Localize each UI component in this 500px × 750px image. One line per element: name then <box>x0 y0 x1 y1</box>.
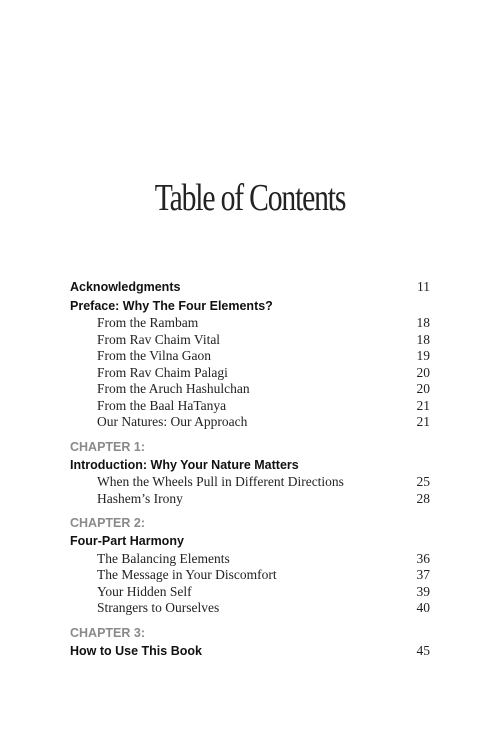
page-number: 25 <box>416 474 430 489</box>
entry-label: From Rav Chaim Vital <box>97 331 221 347</box>
page-number: 19 <box>416 348 430 363</box>
entry-label: From the Rambam <box>97 315 199 330</box>
chapter-number: CHAPTER 3: <box>70 625 146 640</box>
page-number: 11 <box>417 279 430 294</box>
chapter-number: CHAPTER 1: <box>70 439 146 454</box>
entry-label: From Rav Chaim Palagi <box>97 364 228 380</box>
page-number: 20 <box>416 364 430 380</box>
toc-subentry[interactable] <box>70 584 430 601</box>
page-number: 40 <box>416 600 430 615</box>
page-number: 45 <box>416 642 430 658</box>
page-number: 37 <box>416 567 430 582</box>
toc-entry-preface[interactable] <box>70 297 430 316</box>
entry-label: Your Hidden Self <box>97 583 192 599</box>
page-number: 28 <box>416 490 430 506</box>
entry-label: Hashem’s Irony <box>97 490 183 506</box>
entry-label: Preface: Why The Four Elements? <box>70 298 273 313</box>
toc-subentry[interactable] <box>70 474 430 491</box>
entry-label: From the Aruch Hashulchan <box>97 381 250 396</box>
page-title: Table of Contents <box>154 177 346 219</box>
toc-subentry[interactable] <box>70 491 430 508</box>
entry-label: From the Vilna Gaon <box>97 348 212 363</box>
entry-label: The Message in Your Discomfort <box>97 567 277 582</box>
toc-subentry[interactable] <box>70 551 430 568</box>
entry-label: The Balancing Elements <box>97 550 230 566</box>
toc-subentry[interactable] <box>70 332 430 349</box>
page-number: 18 <box>416 315 430 330</box>
entry-label: Four-Part Harmony <box>70 534 184 548</box>
toc-entry-chapter-3[interactable] <box>70 642 430 661</box>
toc-subentry[interactable] <box>70 348 430 365</box>
toc-subentry[interactable] <box>70 381 430 398</box>
toc-subentry[interactable] <box>70 600 430 617</box>
entry-label: Acknowledgments <box>70 280 181 294</box>
entry-label: Strangers to Ourselves <box>97 600 220 615</box>
toc-subentry[interactable] <box>70 567 430 584</box>
page-number: 20 <box>416 381 430 396</box>
toc-subentry[interactable] <box>70 414 430 431</box>
page-number: 21 <box>416 397 430 413</box>
entry-label: From the Baal HaTanya <box>97 397 227 413</box>
toc-subentry[interactable] <box>70 398 430 415</box>
toc-entry-chapter-1[interactable] <box>70 456 430 475</box>
page-number: 36 <box>416 550 430 566</box>
table-of-contents <box>70 278 430 660</box>
entry-label: When the Wheels Pull in Different Directions <box>97 474 344 489</box>
entry-label: How to Use This Book <box>70 643 202 658</box>
page-number: 39 <box>416 583 430 599</box>
toc-entry-acknowledgments[interactable] <box>70 278 430 297</box>
toc-subentry[interactable] <box>70 365 430 382</box>
chapter-number: CHAPTER 2: <box>70 516 146 530</box>
entry-label: Our Natures: Our Approach <box>97 414 248 429</box>
page-number: 21 <box>416 414 430 429</box>
page-number: 18 <box>416 331 430 347</box>
toc-entry-chapter-2[interactable] <box>70 532 430 551</box>
toc-subentry[interactable] <box>70 315 430 332</box>
entry-label: Introduction: Why Your Nature Matters <box>70 457 299 472</box>
